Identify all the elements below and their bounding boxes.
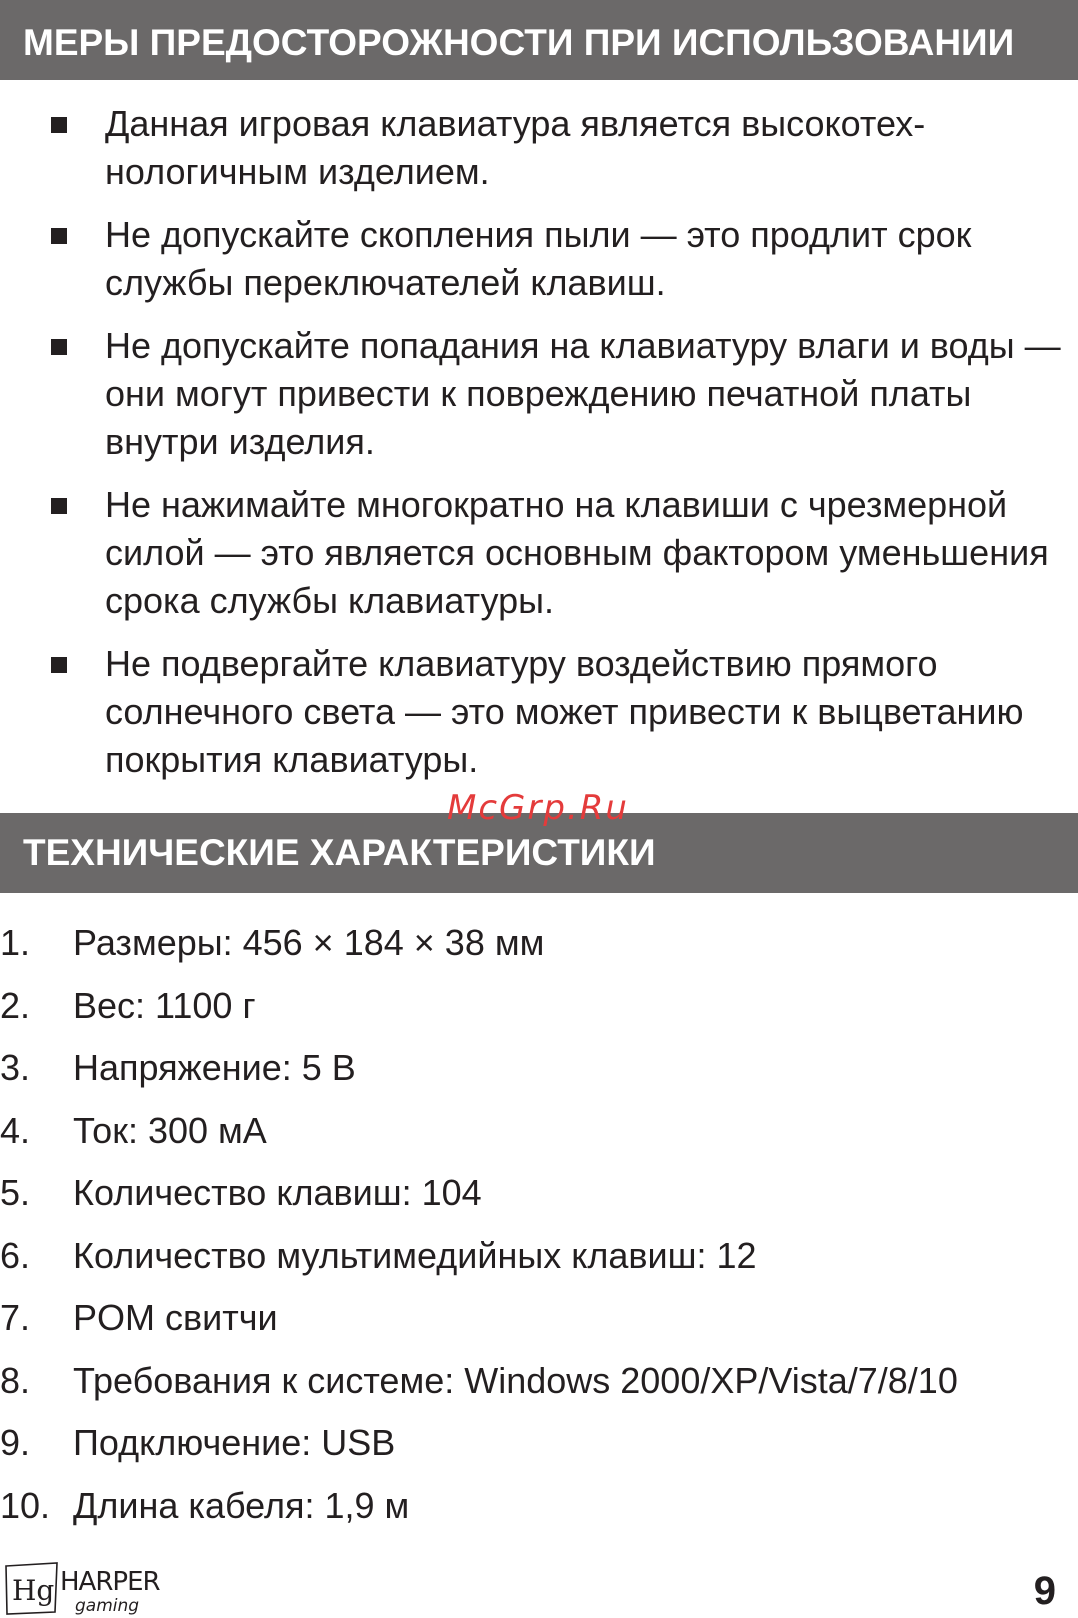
precaution-item xyxy=(0,481,1078,625)
spec-item xyxy=(0,912,1078,975)
square-bullet-icon xyxy=(51,228,67,244)
spec-text: Требования к системе: Windows 2000/XP/Vista/7/8/10 xyxy=(73,1359,958,1401)
specs-list xyxy=(0,912,1078,1537)
precaution-item xyxy=(0,211,1078,307)
spec-item xyxy=(0,1037,1078,1100)
spec-number: 6. xyxy=(0,1234,31,1276)
square-bullet-icon xyxy=(51,339,67,355)
precaution-item xyxy=(0,640,1078,784)
spec-text: POM свитчи xyxy=(73,1297,278,1338)
spec-item xyxy=(0,1475,1078,1538)
specs-heading: ТЕХНИЧЕСКИЕ ХАРАКТЕРИСТИКИ xyxy=(0,813,1078,893)
spec-text: Вес: 1100 г xyxy=(73,984,256,1026)
square-bullet-icon xyxy=(51,498,67,514)
spec-text: Размеры: 456 × 184 × 38 мм xyxy=(73,922,545,963)
spec-number: 7. xyxy=(0,1297,31,1338)
spec-item xyxy=(0,975,1078,1038)
spec-number: 1. xyxy=(0,922,31,963)
precaution-text: Данная игровая клавиатура является высокотехнологичным изделием. xyxy=(105,103,926,192)
precaution-text: Не допускайте попадания на клавиатуру влаги и воды — они могут привести к повреждению печатной платы внутри изделия. xyxy=(105,325,1061,462)
logo-sub: gaming xyxy=(75,1596,140,1616)
spec-number: 2. xyxy=(0,984,31,1026)
spec-item xyxy=(0,1287,1078,1350)
spec-item xyxy=(0,1162,1078,1225)
harper-gaming-logo xyxy=(3,1560,173,1616)
spec-number: 10. xyxy=(0,1484,51,1526)
spec-number: 9. xyxy=(0,1422,31,1463)
precautions-list xyxy=(0,100,1078,799)
logo-brand: HARPER xyxy=(60,1567,160,1597)
spec-number: 3. xyxy=(0,1047,31,1088)
spec-item xyxy=(0,1100,1078,1163)
spec-text: Напряжение: 5 В xyxy=(73,1047,356,1088)
precaution-text: Не подвергайте клавиатуру воздействию прямого солнечного света — это может привести к выцветанию покрытия клавиатуры. xyxy=(105,643,1024,780)
spec-text: Количество мультимедийных клавиш: 12 xyxy=(73,1234,757,1276)
precaution-text: Не нажимайте многократно на клавиши с чрезмерной силой — это является основным фактором уменьшения срока службы клавиатуры. xyxy=(105,484,1049,621)
spec-number: 8. xyxy=(0,1359,31,1401)
square-bullet-icon xyxy=(51,117,67,133)
spec-text: Ток: 300 мА xyxy=(73,1109,267,1151)
watermark: McGrp.Ru xyxy=(447,788,629,828)
spec-text: Количество клавиш: 104 xyxy=(73,1172,482,1213)
spec-number: 4. xyxy=(0,1109,31,1151)
precaution-item xyxy=(0,100,1078,196)
spec-text: Длина кабеля: 1,9 м xyxy=(73,1484,410,1526)
spec-item xyxy=(0,1350,1078,1413)
logo-mark: Hg xyxy=(12,1574,55,1607)
spec-item xyxy=(0,1412,1078,1475)
spec-number: 5. xyxy=(0,1172,31,1213)
square-bullet-icon xyxy=(51,657,67,673)
spec-item xyxy=(0,1225,1078,1288)
page-number: 9 xyxy=(1033,1569,1056,1613)
precaution-item xyxy=(0,322,1078,466)
precaution-text: Не допускайте скопления пыли — это продлит срок службы переключателей клавиш. xyxy=(105,214,972,303)
precautions-heading: МЕРЫ ПРЕДОСТОРОЖНОСТИ ПРИ ИСПОЛЬЗОВАНИИ xyxy=(0,0,1078,80)
spec-text: Подключение: USB xyxy=(73,1422,396,1463)
